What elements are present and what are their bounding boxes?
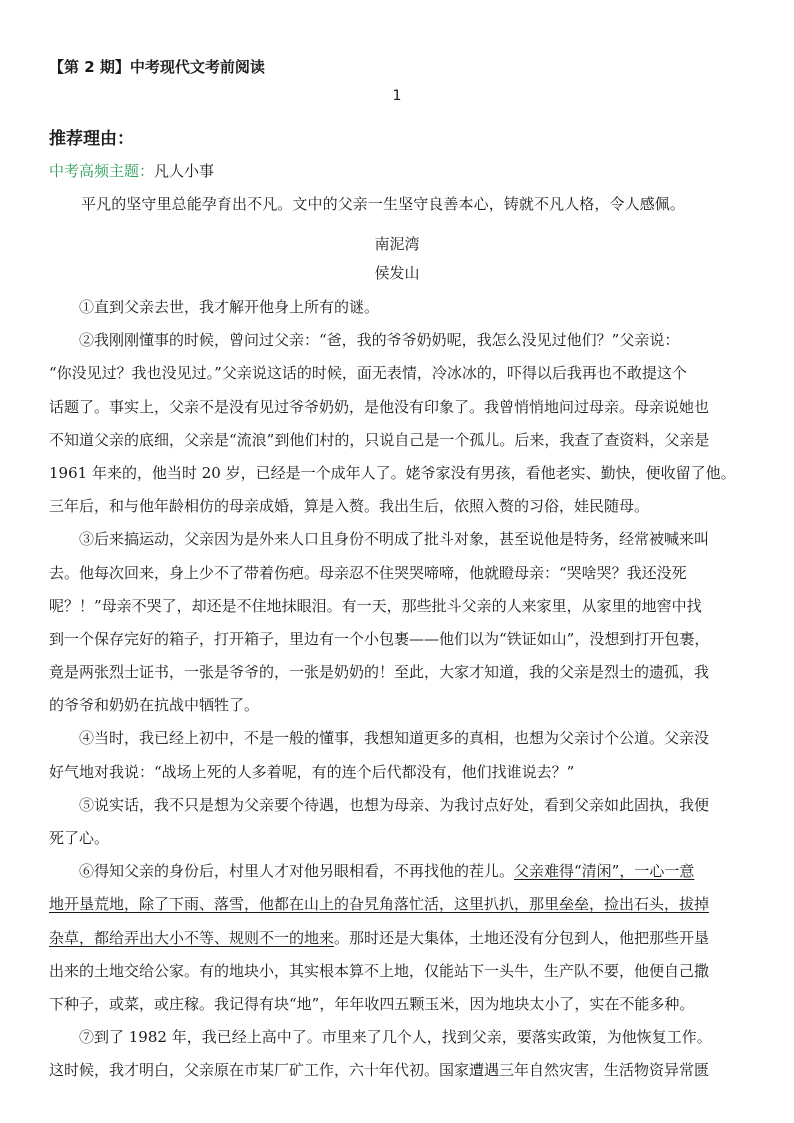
text-line: 不知道父亲的底细，父亲是“流浪”到他们村的，只说自己是一个孤儿。后来，我查了查资料，父亲是 (49, 430, 710, 449)
text-line: 呢？！”母亲不哭了，却还是不住地抹眼泪。有一天，那些批斗父亲的人来家里，从家里的地窖中找 (49, 596, 702, 615)
topic-label: 中考高频主题： (49, 162, 155, 180)
text-line: 出来的土地交给公家。有的地块小，其实根本算不上地，仅能站下一头牛，生产队不要，他便自己撒 (49, 961, 710, 980)
text-line: 死了心。 (49, 829, 110, 847)
text-line: ⑦到了 1982 年，我已经上高中了。市里来了几个人，找到父亲，要落实政策，为他恢复工作。 (79, 1028, 712, 1047)
text-segment: 。那时还是大集体，土地还没有分包到人，他把那些开垦 (334, 928, 710, 947)
recommendation-heading: 推荐理由： (49, 129, 134, 149)
text-line: 到一个保存完好的箱子，打开箱子，里边有一个小包裹——他们以为“铁证如山”，没想到打开包裹， (49, 629, 710, 648)
text-line: ②我刚刚懂事的时候，曾问过父亲：“爸，我的爷爷奶奶呢，我怎么没见过他们？”父亲说： (79, 331, 680, 350)
text-line: 这时候，我才明白，父亲原在市某厂矿工作，六十年代初。国家遭遇三年自然灾害，生活物资异常匮 (49, 1061, 710, 1080)
text-line: 话题了。事实上，父亲不是没有见过爷爷奶奶，是他没有印象了。我曾悄悄地问过母亲。母亲说她也 (49, 397, 710, 416)
article-author: 侯发山 (374, 264, 420, 282)
underlined-segment: 父亲难得“清闲”，一心一意 (514, 862, 695, 881)
document-header: 【第 2 期】中考现代文考前阅读 (49, 58, 265, 76)
text-line: 去。他每次回来，身上少不了带着伤疤。母亲忍不住哭哭啼啼，他就瞪母亲：“哭啥哭？我还没死 (49, 563, 687, 582)
text-line: 1961 年来的，他当时 20 岁，已经是一个成年人了。姥爷家没有男孩，看他老实、勤快，便收留了他。 (49, 463, 736, 482)
text-line (49, 888, 749, 921)
text-line: 竟是两张烈士证书，一张是爷爷的，一张是奶奶的！至此，大家才知道，我的父亲是烈士的遗孤，我 (49, 663, 710, 682)
recommendation-summary: 平凡的坚守里总能孕育出不凡。文中的父亲一生坚守良善本心，铸就不凡人格，令人感佩。 (81, 195, 686, 213)
underlined-segment: 地开垦荒地，除了下雨、落雪，他都在山上的旮旯角落忙活，这里扒扒，那里垒垒，捡出石头，拔掉 (49, 895, 710, 914)
article-body (49, 291, 749, 1088)
topic-value: 凡人小事 (154, 162, 215, 180)
underlined-segment: 杂草，都给弄出大小不等、规则不一的地来 (49, 928, 335, 947)
text-line: 下种子，或菜，或庄稼。我记得有块“地”，年年收四五颗玉米，因为地块太小了，实在不能多种。 (49, 994, 695, 1013)
article-title: 南泥湾 (374, 235, 420, 253)
page-number: 1 (392, 88, 402, 104)
text-line: 三年后，和与他年龄相仿的母亲成婚，算是入赘。我出生后，依照入赘的习俗，娃民随母。 (49, 497, 650, 516)
topic-line (49, 160, 214, 181)
text-line (49, 855, 749, 888)
text-line: 的爷爷和奶奶在抗战中牺牲了。 (49, 696, 260, 715)
text-line: ①直到父亲去世，我才解开他身上所有的谜。 (79, 298, 380, 316)
text-segment: ⑥得知父亲的身份后，村里人才对他另眼相看，不再找他的茬儿。 (79, 862, 515, 881)
text-line: 好气地对我说：“战场上死的人多着呢，有的连个后代都没有，他们找谁说去？” (49, 762, 575, 781)
text-line: ④当时，我已经上初中，不是一般的懂事，我想知道更多的真相，也想为父亲讨个公道。父亲没 (79, 729, 710, 748)
text-line: ⑤说实话，我不只是想为父亲要个待遇，也想为母亲、为我讨点好处，看到父亲如此固执，我便 (79, 795, 710, 814)
text-line: ③后来搞运动，父亲因为是外来人口且身份不明成了批斗对象，甚至说他是特务，经常被喊来叫 (79, 530, 710, 549)
text-line: “你没见过？我也没见过。”父亲说这话的时候，面无表情，冷冰冰的，吓得以后我再也不敢提这个 (49, 364, 687, 383)
text-line (49, 922, 749, 955)
